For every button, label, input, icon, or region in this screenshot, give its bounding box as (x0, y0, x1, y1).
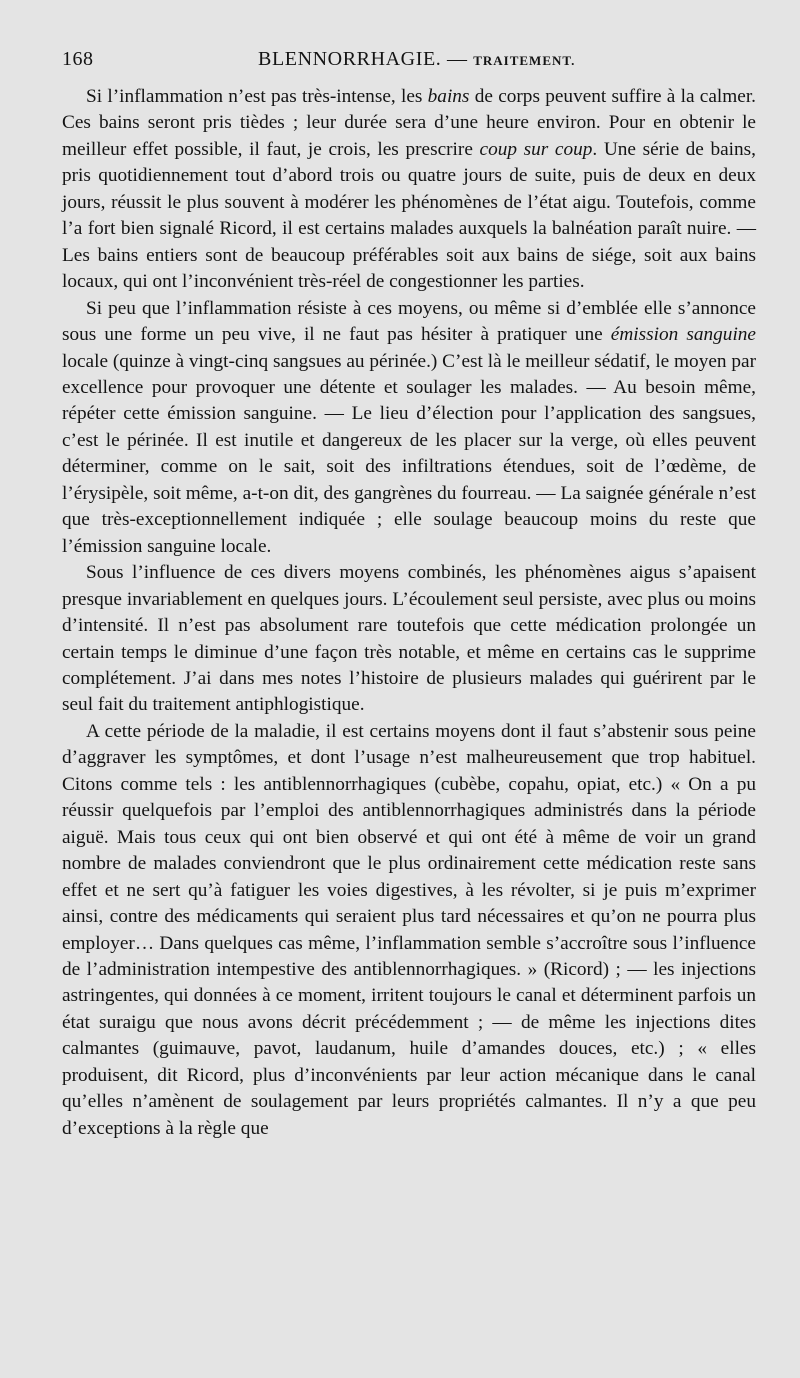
running-title-section: TRAITEMENT. (473, 53, 576, 68)
paragraph-baths (62, 84, 756, 296)
running-title-main: BLENNORRHAGIE. — (258, 48, 468, 70)
paragraph-combined-means: Sous l’influence de ces divers moyens combinés, les phénomènes aigus s’apaisent presque invariablement en quelques jours. L’écoulement seul persiste, avec plus ou moins d’intensité. Il n’est pas absolument rare toutefois que cette médication prolongée un certain temps le diminue d’une façon très notable, et même en certains cas le supprime complétement. J’ai dans mes notes l’histoire de plusieurs malades qui guérirent par le seul fait du traitement antiphlogistique. (62, 562, 756, 716)
paragraph-text: de corps peuvent suffire à la calmer. Ces bains seront pris tièdes ; leur durée sera d’une heure environ. Pour en obtenir le meilleur effet possible, il faut, je crois, les prescrire (62, 86, 756, 160)
running-title (258, 44, 575, 76)
paragraph-text: Si peu que l’inflammation résiste à ces moyens, ou même si d’emblée elle s’annonce sous une forme un peu vive, il ne faut pas hésiter à pratiquer une (62, 297, 756, 346)
body-text (62, 84, 756, 1142)
paragraph-text: . Une série de bains, pris quotidiennement tout d’abord trois ou quatre jours de suite, puis de deux en deux jours, réussit le plus souvent à modérer les phénomènes de l’état aigu. Toutefois, comme l’a fort bien signalé Ricord, il est certains malades auxquels la balnéation paraît nuire. — Les bains entiers sont de beaucoup préférables soit aux bains de siége, soit aux bains locaux, qui ont l’inconvénient très-réel de congestionner les parties. (62, 138, 757, 293)
italic-term: coup sur coup (479, 138, 593, 160)
paragraph-text: locale (quinze à vingt-cinq sangsues au périnée.) C’est là le meilleur sédatif, le moyen par excellence pour provoquer une détente et soulager les malades. — Au besoin même, répéter cette émission sanguine. — Le lieu d’élection pour l’application des sangsues, c’est le périnée. Il est inutile et dangereux de les placer sur la verge, où elles peuvent déterminer, comme on le sait, soit des infiltrations étendues, soit de l’œdème, de l’érysipèle, soit même, a-t-on dit, des gangrènes du fourreau. — La saignée générale n’est que très-exceptionnellement indiquée ; elle soulage beaucoup moins du reste que l’émission sanguine locale. (62, 350, 756, 557)
italic-term: bains (427, 86, 470, 107)
paragraph-text: Si l’inflammation n’est pas très-intense, les (86, 86, 428, 107)
page-number: 168 (62, 48, 94, 70)
paragraph-bloodletting (62, 296, 756, 561)
running-head (62, 44, 760, 74)
italic-term: émission sanguine (610, 324, 756, 346)
paragraph-contraindications: A cette période de la maladie, il est certains moyens dont il faut s’abstenir sous peine d’aggraver les symptômes, et dont l’usage n’est malheureusement que trop habituel. Citons comme tels : les antiblennorrhagiques (cubèbe, copahu, opiat, etc.) « On a pu réussir quelquefois par l’emploi des antiblennorrhagiques administrés dans la période aiguë. Mais tous ceux qui ont bien observé et qui ont été à même de voir un grand nombre de malades conviendront que le plus ordinairement cette médication reste sans effet et ne sert qu’à fatiguer les voies digestives, à les révolter, si je puis m’exprimer ainsi, contre des médicaments qui seraient plus tard nécessaires et qu’on ne pourra plus employer… Dans quelques cas même, l’inflammation semble s’accroître sous l’influence de l’administration intempestive des antiblennorrhagiques. » (Ricord) ; — les injections astringentes, qui données à ce moment, irritent toujours le canal et déterminent parfois un état suraigu que nous avons décrit précédemment ; — de même les injections dites calmantes (guimauve, pavot, laudanum, huile d’amandes douces, etc.) ; « elles produisent, dit Ricord, plus d’inconvénients par leur action mécanique dans le canal qu’elles n’amènent de soulagement par leurs propriétés calmantes. Il n’y a que peu d’exceptions à la règle que (62, 720, 756, 1139)
